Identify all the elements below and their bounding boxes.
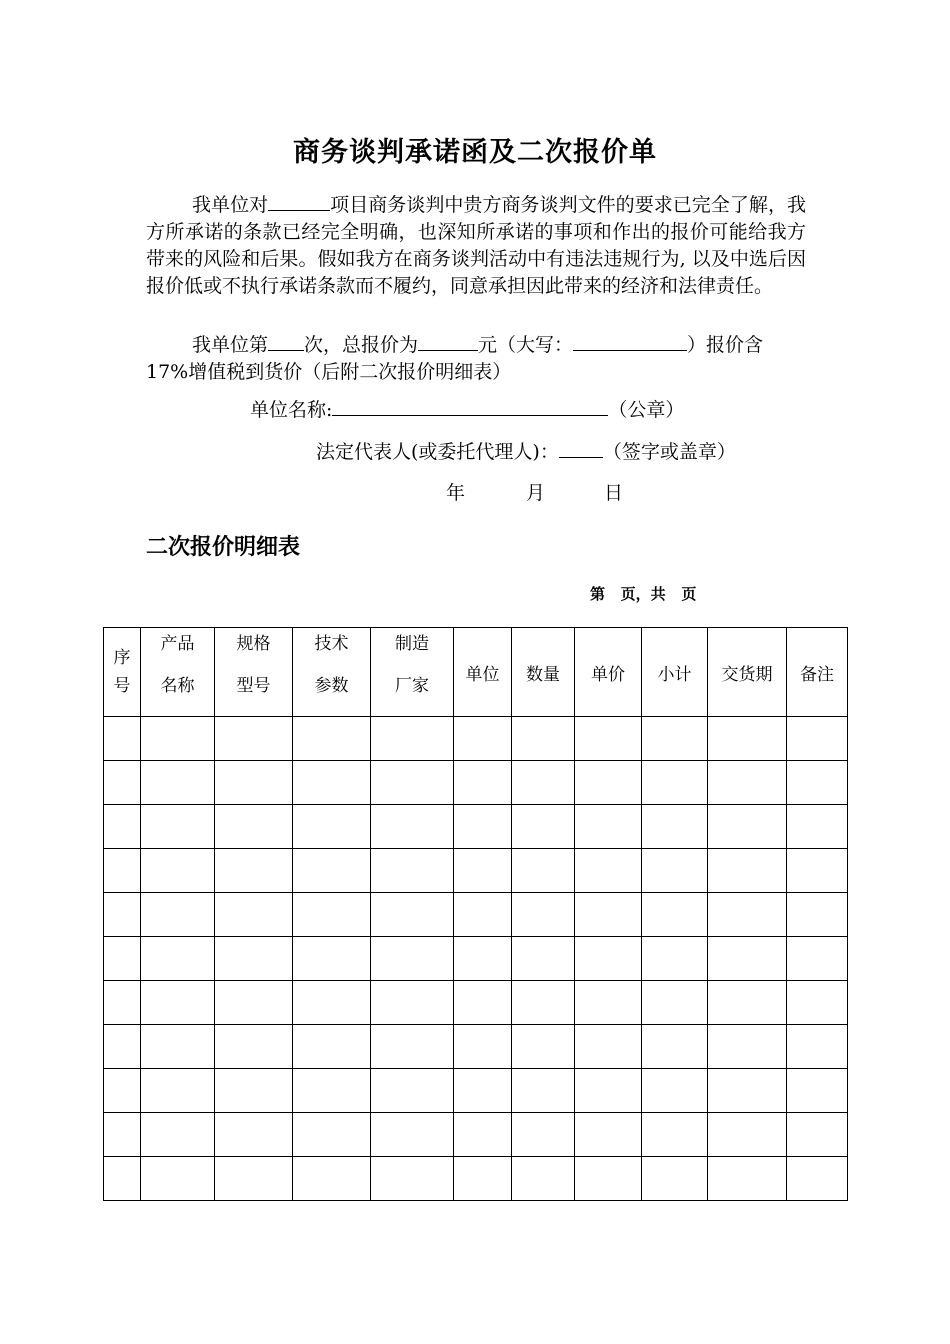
col-header-product: 产品 名称 bbox=[141, 628, 215, 717]
table-cell[interactable] bbox=[642, 937, 708, 981]
seal-label: （公章） bbox=[608, 399, 685, 421]
table-cell[interactable] bbox=[454, 981, 512, 1025]
table-cell[interactable] bbox=[575, 1113, 642, 1157]
table-cell[interactable] bbox=[215, 717, 293, 761]
table-cell[interactable] bbox=[708, 981, 787, 1025]
table-cell[interactable] bbox=[454, 717, 512, 761]
table-row bbox=[104, 981, 848, 1025]
table-cell[interactable] bbox=[708, 1157, 787, 1201]
col-header-delivery: 交货期 bbox=[708, 628, 787, 717]
table-cell[interactable] bbox=[293, 761, 371, 805]
table-cell[interactable] bbox=[454, 805, 512, 849]
table-cell[interactable] bbox=[454, 761, 512, 805]
table-row bbox=[104, 1025, 848, 1069]
table-cell[interactable] bbox=[215, 761, 293, 805]
table-cell[interactable] bbox=[293, 717, 371, 761]
table-cell[interactable] bbox=[642, 1025, 708, 1069]
table-cell[interactable] bbox=[215, 893, 293, 937]
quote-text-3: 元（大写： bbox=[478, 334, 574, 356]
table-cell[interactable] bbox=[512, 1069, 575, 1113]
table-cell[interactable] bbox=[512, 805, 575, 849]
table-cell[interactable] bbox=[371, 893, 454, 937]
table-cell[interactable] bbox=[575, 1157, 642, 1201]
table-cell[interactable] bbox=[512, 849, 575, 893]
table-body bbox=[104, 717, 848, 1201]
table-cell[interactable] bbox=[787, 849, 848, 893]
sign-label: （签字或盖章） bbox=[602, 441, 736, 463]
table-cell[interactable] bbox=[642, 1157, 708, 1201]
col-header-qty: 数量 bbox=[512, 628, 575, 717]
table-cell[interactable] bbox=[512, 761, 575, 805]
table-cell[interactable] bbox=[787, 937, 848, 981]
table-cell[interactable] bbox=[787, 893, 848, 937]
table-row bbox=[104, 1113, 848, 1157]
table-row bbox=[104, 1157, 848, 1201]
table-cell[interactable] bbox=[787, 805, 848, 849]
table-cell[interactable] bbox=[454, 1069, 512, 1113]
price-in-words-blank[interactable] bbox=[573, 330, 687, 351]
table-row bbox=[104, 893, 848, 937]
table-cell[interactable] bbox=[141, 805, 215, 849]
col-header-unit: 单位 bbox=[454, 628, 512, 717]
table-cell[interactable] bbox=[104, 937, 141, 981]
table-row bbox=[104, 1069, 848, 1113]
quote-paragraph bbox=[146, 330, 806, 386]
table-cell[interactable] bbox=[512, 717, 575, 761]
table-cell[interactable] bbox=[141, 761, 215, 805]
unit-name-line bbox=[250, 395, 684, 422]
table-cell[interactable] bbox=[104, 805, 141, 849]
table-cell[interactable] bbox=[708, 849, 787, 893]
table-cell[interactable] bbox=[371, 761, 454, 805]
table-cell[interactable] bbox=[371, 717, 454, 761]
table-cell[interactable] bbox=[454, 849, 512, 893]
table-cell[interactable] bbox=[787, 1069, 848, 1113]
table-cell[interactable] bbox=[371, 981, 454, 1025]
detail-table-title: 二次报价明细表 bbox=[146, 535, 301, 560]
table-cell[interactable] bbox=[141, 981, 215, 1025]
table-cell[interactable] bbox=[642, 1113, 708, 1157]
quote-text-1: 我单位第 bbox=[192, 334, 269, 356]
table-cell[interactable] bbox=[215, 1157, 293, 1201]
col-header-seq: 序 号 bbox=[104, 628, 141, 717]
total-price-blank[interactable] bbox=[418, 330, 478, 351]
table-header-row bbox=[104, 628, 848, 717]
table-cell[interactable] bbox=[104, 893, 141, 937]
date-year: 年 bbox=[446, 482, 466, 504]
commitment-prefix: 我单位对 bbox=[192, 194, 269, 216]
col-header-price: 单价 bbox=[575, 628, 642, 717]
table-cell[interactable] bbox=[642, 849, 708, 893]
legal-rep-label: 法定代表人(或委托代理人)： bbox=[316, 441, 559, 463]
table-cell[interactable] bbox=[575, 893, 642, 937]
table-cell[interactable] bbox=[512, 981, 575, 1025]
table-row bbox=[104, 937, 848, 981]
table-cell[interactable] bbox=[454, 1113, 512, 1157]
table-cell[interactable] bbox=[642, 761, 708, 805]
table-cell[interactable] bbox=[104, 717, 141, 761]
unit-name-blank[interactable] bbox=[332, 395, 608, 416]
table-cell[interactable] bbox=[215, 1069, 293, 1113]
quote-text-4: ）报价含 17%增值税到货价（后附二次报价明细表） bbox=[146, 334, 764, 383]
commitment-paragraph bbox=[146, 190, 806, 300]
table-cell[interactable] bbox=[708, 805, 787, 849]
table-cell[interactable] bbox=[141, 1113, 215, 1157]
col-header-maker: 制造 厂家 bbox=[371, 628, 454, 717]
table-cell[interactable] bbox=[512, 937, 575, 981]
col-header-subtotal: 小计 bbox=[642, 628, 708, 717]
quote-detail-table bbox=[103, 627, 848, 1201]
round-number-blank[interactable] bbox=[268, 330, 304, 351]
signature-blank[interactable] bbox=[559, 437, 603, 458]
table-cell[interactable] bbox=[104, 1069, 141, 1113]
table-cell[interactable] bbox=[215, 1025, 293, 1069]
table-cell[interactable] bbox=[371, 1157, 454, 1201]
table-cell[interactable] bbox=[512, 1113, 575, 1157]
table-cell[interactable] bbox=[293, 1157, 371, 1201]
table-row bbox=[104, 849, 848, 893]
table-cell[interactable] bbox=[708, 717, 787, 761]
page-title: 商务谈判承诺函及二次报价单 bbox=[293, 137, 657, 168]
table-cell[interactable] bbox=[293, 1113, 371, 1157]
col-header-tech: 技术 参数 bbox=[293, 628, 371, 717]
table-cell[interactable] bbox=[215, 937, 293, 981]
table-cell[interactable] bbox=[104, 1113, 141, 1157]
table-cell[interactable] bbox=[104, 1025, 141, 1069]
table-cell[interactable] bbox=[642, 717, 708, 761]
table-cell[interactable] bbox=[708, 893, 787, 937]
table-cell[interactable] bbox=[371, 1025, 454, 1069]
table-cell[interactable] bbox=[575, 1069, 642, 1113]
table-cell[interactable] bbox=[642, 1069, 708, 1113]
table-row bbox=[104, 717, 848, 761]
col-header-remark: 备注 bbox=[787, 628, 848, 717]
table-cell[interactable] bbox=[293, 805, 371, 849]
table-cell[interactable] bbox=[575, 805, 642, 849]
table-cell[interactable] bbox=[104, 761, 141, 805]
table-cell[interactable] bbox=[787, 761, 848, 805]
table-cell[interactable] bbox=[575, 849, 642, 893]
table-cell[interactable] bbox=[512, 1025, 575, 1069]
table-cell[interactable] bbox=[787, 1025, 848, 1069]
table-cell[interactable] bbox=[215, 849, 293, 893]
table-cell[interactable] bbox=[293, 937, 371, 981]
commitment-text: 项目商务谈判中贵方商务谈判文件的要求已完全了解，我方所承诺的条款已经完全明确，也深知所承诺的事项和作出的报价可能给我方带来的风险和后果。假如我方在商务谈判活动中有违法违规行为, 以及中选后因报价低或不执行承诺条款而不履约，同意承担因此带来的经济和法律责任。 bbox=[146, 194, 806, 297]
table-cell[interactable] bbox=[708, 1025, 787, 1069]
table-cell[interactable] bbox=[141, 1157, 215, 1201]
table-cell[interactable] bbox=[215, 1113, 293, 1157]
table-cell[interactable] bbox=[104, 849, 141, 893]
table-cell[interactable] bbox=[293, 1069, 371, 1113]
table-cell[interactable] bbox=[141, 937, 215, 981]
table-cell[interactable] bbox=[454, 1157, 512, 1201]
table-row bbox=[104, 805, 848, 849]
unit-name-label: 单位名称: bbox=[250, 399, 333, 421]
table-cell[interactable] bbox=[371, 1069, 454, 1113]
legal-rep-line bbox=[316, 437, 736, 464]
table-cell[interactable] bbox=[454, 893, 512, 937]
table-cell[interactable] bbox=[575, 981, 642, 1025]
table-cell[interactable] bbox=[454, 937, 512, 981]
table-cell[interactable] bbox=[787, 1157, 848, 1201]
table-cell[interactable] bbox=[575, 717, 642, 761]
table-cell[interactable] bbox=[787, 1113, 848, 1157]
table-cell[interactable] bbox=[708, 761, 787, 805]
page-info: 第 页，共 页 bbox=[590, 585, 697, 603]
table-cell[interactable] bbox=[787, 981, 848, 1025]
table-cell[interactable] bbox=[215, 981, 293, 1025]
table-cell[interactable] bbox=[141, 717, 215, 761]
table-cell[interactable] bbox=[575, 1025, 642, 1069]
table-cell[interactable] bbox=[141, 849, 215, 893]
table-cell[interactable] bbox=[293, 849, 371, 893]
table-row bbox=[104, 761, 848, 805]
table-cell[interactable] bbox=[371, 937, 454, 981]
table-cell[interactable] bbox=[575, 937, 642, 981]
quote-text-2: 次，总报价为 bbox=[304, 334, 419, 356]
table-cell[interactable] bbox=[104, 981, 141, 1025]
table-cell[interactable] bbox=[371, 1113, 454, 1157]
date-day: 日 bbox=[604, 482, 624, 504]
table-cell[interactable] bbox=[787, 717, 848, 761]
table-cell[interactable] bbox=[104, 1157, 141, 1201]
table-cell[interactable] bbox=[708, 1069, 787, 1113]
table-cell[interactable] bbox=[371, 805, 454, 849]
table-cell[interactable] bbox=[454, 1025, 512, 1069]
table-cell[interactable] bbox=[141, 893, 215, 937]
col-header-spec: 规格 型号 bbox=[215, 628, 293, 717]
table-cell[interactable] bbox=[293, 893, 371, 937]
table-cell[interactable] bbox=[575, 761, 642, 805]
table-cell[interactable] bbox=[512, 1157, 575, 1201]
date-line bbox=[446, 478, 623, 505]
project-name-blank[interactable] bbox=[268, 190, 330, 211]
table-cell[interactable] bbox=[512, 893, 575, 937]
table-cell[interactable] bbox=[708, 937, 787, 981]
table-cell[interactable] bbox=[141, 1025, 215, 1069]
table-cell[interactable] bbox=[642, 805, 708, 849]
table-cell[interactable] bbox=[708, 1113, 787, 1157]
table-cell[interactable] bbox=[642, 893, 708, 937]
table-cell[interactable] bbox=[215, 805, 293, 849]
table-cell[interactable] bbox=[293, 981, 371, 1025]
table-cell[interactable] bbox=[642, 981, 708, 1025]
table-cell[interactable] bbox=[293, 1025, 371, 1069]
table-cell[interactable] bbox=[141, 1069, 215, 1113]
table-cell[interactable] bbox=[371, 849, 454, 893]
date-month: 月 bbox=[526, 482, 546, 504]
